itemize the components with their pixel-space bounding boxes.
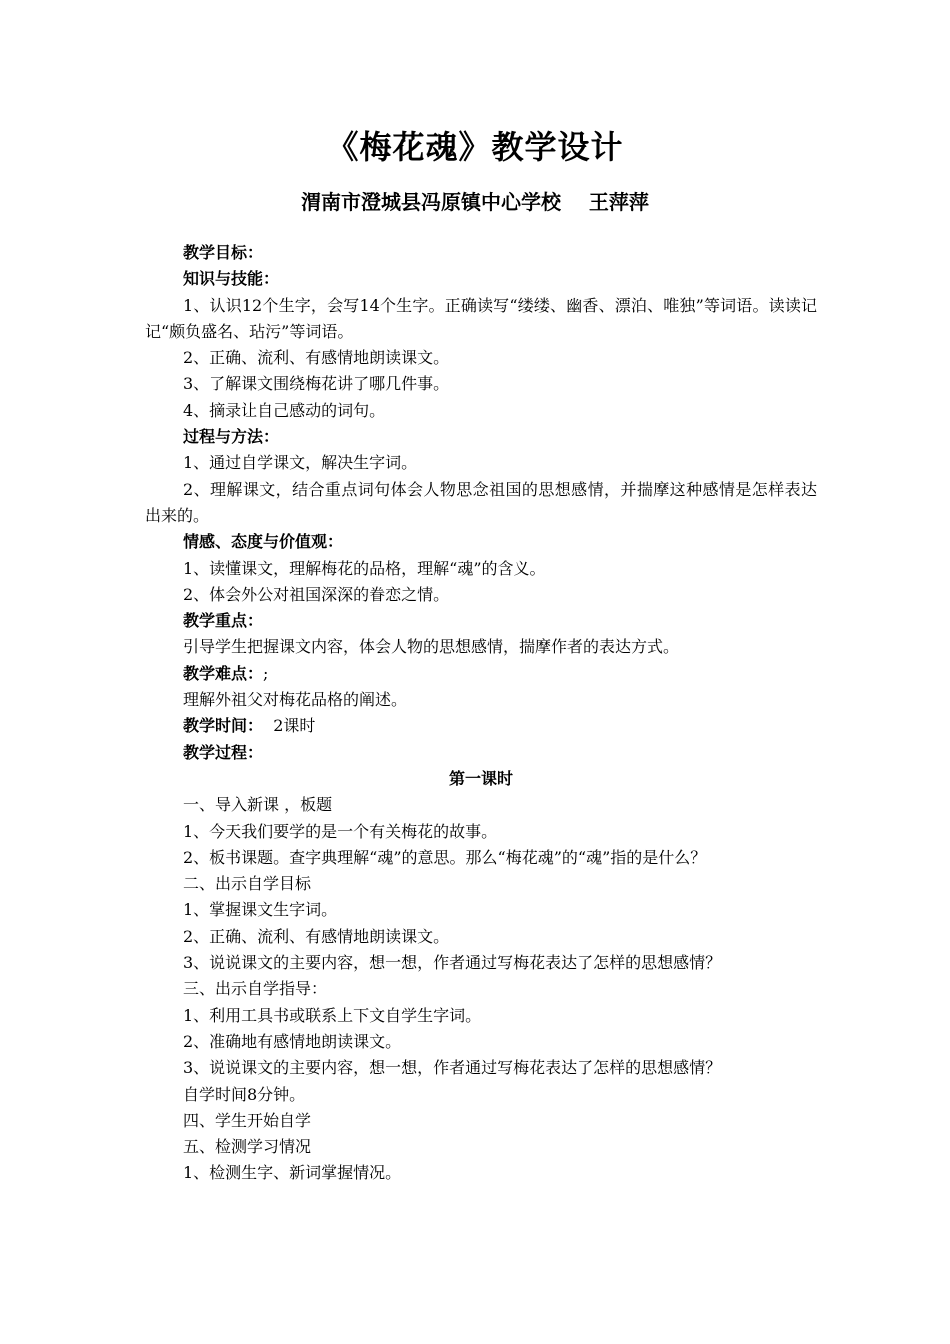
document-subtitle: 渭南市澄城县冯原镇中心学校 王萍萍 <box>301 190 649 214</box>
lesson-line: 1、今天我们要学的是一个有关梅花的故事。 <box>183 821 498 841</box>
section-heading-focus: 教学重点： <box>183 611 264 631</box>
lesson-line: 1、检测生字、新词掌握情况。 <box>183 1163 402 1183</box>
emotion-item: 2、体会外公对祖国深深的眷恋之情。 <box>183 584 450 604</box>
lesson-line: 3、说说课文的主要内容，想一想，作者通过写梅花表达了怎样的思想感情？ <box>183 953 722 973</box>
lesson-line: 1、利用工具书或联系上下文自学生字词。 <box>183 1005 482 1025</box>
lesson-line: 2、准确地有感情地朗读课文。 <box>183 1031 402 1051</box>
lesson-line: 3、说说课文的主要内容，想一想，作者通过写梅花表达了怎样的思想感情？ <box>183 1058 722 1078</box>
lesson-line: 五、检测学习情况 <box>183 1137 312 1157</box>
process-item: 1、通过自学课文，解决生字词。 <box>183 453 418 473</box>
process-item: 2、理解课文，结合重点词句体会人物思念祖国的思想感情，并揣摩这种感情是怎样表达出来的。 <box>145 479 817 525</box>
section-heading-process: 过程与方法： <box>183 427 280 447</box>
section-heading-difficulty: 教学难点： <box>183 663 264 683</box>
lesson-line: 一、导入新课 ，板题 <box>183 795 333 815</box>
section-heading-objectives: 教学目标： <box>183 243 264 262</box>
time-value: 2课时 <box>263 716 316 736</box>
document-body <box>145 240 817 1187</box>
difficulty-suffix: ; <box>263 663 269 683</box>
section-heading-emotion: 情感、态度与价值观： <box>183 532 344 552</box>
knowledge-item: 4、摘录让自己感动的词句。 <box>183 400 386 420</box>
difficulty-heading-line <box>145 661 817 687</box>
emotion-item: 1、读懂课文，理解梅花的品格，理解“魂”的含义。 <box>183 558 546 578</box>
lesson-line: 1、掌握课文生字词。 <box>183 900 338 920</box>
knowledge-item: 1、认识12个生字，会写14个生字。正确读写“缕缕、幽香、漂泊、唯独”等词语。读读记记“颇负盛名、玷污”等词语。 <box>145 295 817 341</box>
lesson-heading: 第一课时 <box>448 768 513 788</box>
knowledge-item: 2、正确、流利、有感情地朗读课文。 <box>183 348 450 368</box>
lesson-line: 二、出示自学目标 <box>183 874 312 894</box>
time-line <box>145 713 817 739</box>
section-heading-procedure: 教学过程： <box>183 742 264 762</box>
document-title: 《梅花魂》教学设计 <box>326 128 624 166</box>
lesson-line: 2、板书课题。查字典理解“魂”的意思。那么“梅花魂”的“魂”指的是什么？ <box>183 847 707 867</box>
lesson-line: 四、学生开始自学 <box>183 1110 312 1130</box>
lesson-line: 三、出示自学指导： <box>183 979 328 999</box>
lesson-line: 2、正确、流利、有感情地朗读课文。 <box>183 926 450 946</box>
focus-text: 引导学生把握课文内容，体会人物的思想感情，揣摩作者的表达方式。 <box>183 637 680 657</box>
lesson-line: 自学时间8分钟。 <box>183 1084 306 1104</box>
knowledge-item: 3、了解课文围绕梅花讲了哪几件事。 <box>183 374 450 394</box>
difficulty-text: 理解外祖父对梅花品格的阐述。 <box>183 690 408 710</box>
section-heading-knowledge: 知识与技能： <box>183 269 280 289</box>
section-heading-time: 教学时间： <box>183 716 264 736</box>
